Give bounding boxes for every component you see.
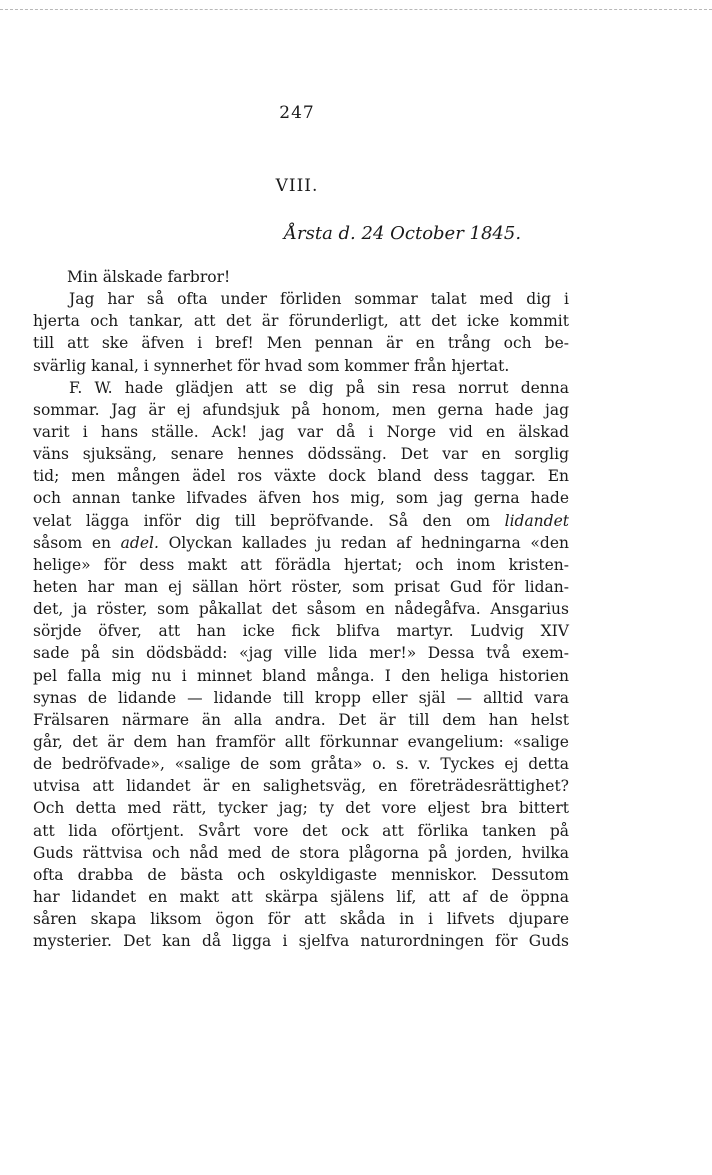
body-line: går, det är dem han framför allt förkunnar evangelium: «salige [33,732,569,751]
body-line: svärlig kanal, i synnerhet för hvad som kommer från hjertat. [33,356,510,375]
body-line: till att ske äfven i bref! Men pennan är en trång och be- [33,334,569,353]
body-line: sommar. Jag är ej afundsjuk på honom, men gerna hade jag [33,400,569,419]
line-text: Olyckan kallades ju redan af hedningarna «den [158,533,569,552]
body-line-with-italic [33,532,569,554]
letter-body [33,266,569,952]
body-line: Guds rättvisa och nåd med de stora plågorna på jorden, hvilka [33,843,569,862]
body-line: helige» för dess makt att förädla hjertat; och inom kristen- [33,555,569,574]
body-line: såren skapa liksom ögon för att skåda in i lifvets djupare [33,910,569,929]
italic-word-adel: adel. [120,533,159,552]
body-line: de bedröfvade», «salige de som gråta» o. s. v. Tyckes ej detta [33,755,569,774]
line-text: såsom en [33,533,121,552]
body-line: heten har man ej sällan hört röster, som prisat Gud för lidan- [33,577,569,596]
chapter-heading: VIII. [275,176,319,196]
body-line: tid; men mången ädel ros växte dock bland dess taggar. En [33,467,569,486]
body-line: sade på sin dödsbädd: «jag ville lida mer!» Dessa två exem- [33,644,569,663]
page-number: 247 [279,103,315,123]
body-line: sörjde öfver, att han icke fick blifva martyr. Ludvig XIV [33,622,569,641]
body-line: hjerta och tankar, att det är förunderligt, att det icke kommit [33,312,569,331]
body-line: och annan tanke lifvades äfven hos mig, som jag gerna hade [33,489,569,508]
body-line: Frälsaren närmare än alla andra. Det är till dem han helst [33,710,569,729]
body-line: varit i hans ställe. Ack! jag var då i Norge vid en älskad [33,422,569,441]
body-line: utvisa att lidandet är en salighetsväg, en företrädesrättighet? [33,777,569,796]
italic-word-lidandet: lidandet [504,511,569,530]
body-line: har lidandet en makt att skärpa själens lif, att af de öppna [33,887,569,906]
line-text: velat lägga inför dig till bepröfvande. Så den om [33,511,505,530]
body-line: att lida oförtjent. Svårt vore det ock att förlika tanken på [33,821,569,840]
body-line-with-italic [33,510,569,532]
body-line: ofta drabba de bästa och oskyldigaste menniskor. Dessutom [33,865,569,884]
dateline: Årsta d. 24 October 1845. [284,223,522,244]
body-line: det, ja röster, som påkallat det såsom en nådegåfva. Ansgarius [33,600,569,619]
salutation: Min älskade farbror! [67,268,231,286]
body-line: F. W. hade glädjen att se dig på sin resa norrut denna [69,378,569,397]
body-line: mysterier. Det kan då ligga i sjelfva naturordningen för Guds [33,932,569,951]
top-scan-rule [0,9,712,10]
body-line: synas de lidande — lidande till kropp eller själ — alltid vara [33,688,569,707]
body-line: väns sjuksäng, senare hennes dödssäng. Det var en sorglig [33,445,569,464]
body-line: Jag har så ofta under förliden sommar talat med dig i [69,290,569,309]
body-line: Och detta med rätt, tycker jag; ty det vore eljest bra bittert [33,799,569,818]
body-line: pel falla mig nu i minnet bland många. I den heliga historien [33,666,569,685]
